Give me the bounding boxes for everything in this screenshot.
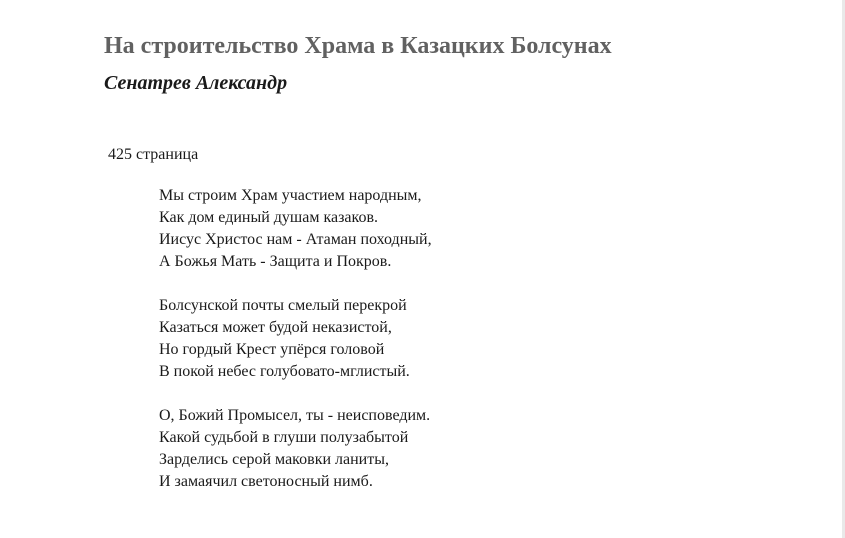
poem-line: Как дом единый душам казаков. xyxy=(159,209,379,226)
poem-line: Мы строим Храм участием народным, xyxy=(159,187,422,204)
poem-line: Какой судьбой в глуши полузабытой xyxy=(159,429,409,446)
poem-line: Зарделись серой маковки ланиты, xyxy=(159,451,389,468)
poem-line: Но гордый Крест упёрся головой xyxy=(159,341,385,358)
stanza-1 xyxy=(159,185,432,273)
poem-line: Болсунской почты смелый перекрой xyxy=(159,297,407,314)
stanza-3 xyxy=(159,405,432,493)
poem-line: О, Божий Промысел, ты - неисповедим. xyxy=(159,407,431,424)
author-name: Сенатрев Александр xyxy=(104,72,288,94)
poem-body xyxy=(159,185,432,515)
poem-line: Иисус Христос нам - Атаман походный, xyxy=(159,231,432,248)
poem-line: А Божья Мать - Защита и Покров. xyxy=(159,253,392,270)
poem-line: Казаться может будой неказистой, xyxy=(159,319,392,336)
poem-title: На строительство Храма в Казацких Болсунах xyxy=(104,33,612,59)
poem-line: И замаячил светоносный нимб. xyxy=(159,473,373,490)
page-number: 425 страница xyxy=(108,146,199,163)
poem-line: В покой небес голубовато-мглистый. xyxy=(159,363,410,380)
stanza-2 xyxy=(159,295,432,383)
